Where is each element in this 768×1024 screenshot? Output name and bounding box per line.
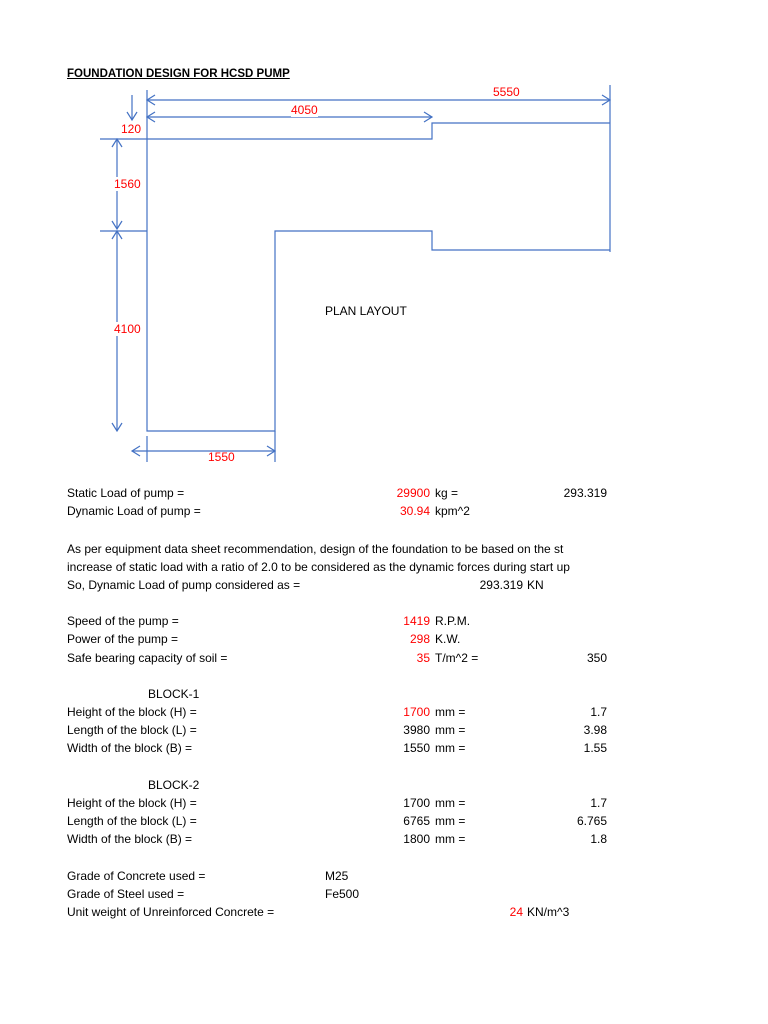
block1-heading: BLOCK-1 xyxy=(148,687,200,701)
block2-row-converted: 6.765 xyxy=(576,814,607,828)
block2-heading: BLOCK-2 xyxy=(148,778,200,792)
unit-weight-value: 24 xyxy=(509,905,523,919)
dim-label-1560: 1560 xyxy=(114,177,141,191)
dim-label-5550: 5550 xyxy=(493,85,520,99)
dim-label-4050: 4050 xyxy=(291,103,318,117)
block2-row-value: 1700 xyxy=(403,796,430,810)
dynamic-load-unit: kpm^2 xyxy=(435,504,470,518)
unit-weight-label: Unit weight of Unreinforced Concrete = xyxy=(67,905,275,919)
static-load-label: Static Load of pump = xyxy=(67,486,185,500)
dynamic-load-label: Dynamic Load of pump = xyxy=(67,504,201,518)
plan-layout-drawing xyxy=(0,0,768,470)
block1-row-label: Height of the block (H) = xyxy=(67,705,197,719)
block1-row-value: 1700 xyxy=(403,705,430,719)
speed-value: 1419 xyxy=(403,614,430,628)
block2-row-converted: 1.8 xyxy=(590,832,607,846)
block1-row-value: 1550 xyxy=(403,741,430,755)
sbc-value: 35 xyxy=(416,651,430,665)
paragraph-line-3-unit: KN xyxy=(527,578,544,592)
block1-row-unit: mm = xyxy=(435,741,466,755)
paragraph-line-3-value: 293.319 xyxy=(479,578,523,592)
steel-grade-value: Fe500 xyxy=(325,887,360,901)
static-load-unit: kg = xyxy=(435,486,459,500)
block1-row-unit: mm = xyxy=(435,705,466,719)
block1-row-converted: 1.55 xyxy=(583,741,607,755)
dynamic-load-value: 30.94 xyxy=(399,504,430,518)
block2-row-label: Width of the block (B) = xyxy=(67,832,193,846)
paragraph-line-3-label: So, Dynamic Load of pump considered as = xyxy=(67,578,301,592)
speed-label: Speed of the pump = xyxy=(67,614,179,628)
block2-row-label: Length of the block (L) = xyxy=(67,814,197,828)
static-load-value: 29900 xyxy=(396,486,430,500)
plan-outline-body xyxy=(147,139,610,431)
power-value: 298 xyxy=(409,632,430,646)
concrete-grade-label: Grade of Concrete used = xyxy=(67,869,206,883)
unit-weight-unit: KN/m^3 xyxy=(527,905,570,919)
block2-row-unit: mm = xyxy=(435,814,466,828)
block2-row-value: 6765 xyxy=(403,814,430,828)
paragraph-line-1: As per equipment data sheet recommendation, design of the foundation to be based on the st xyxy=(67,542,564,556)
steel-grade-label: Grade of Steel used = xyxy=(67,887,185,901)
dim-label-120: 120 xyxy=(121,122,142,136)
sbc-converted: 350 xyxy=(586,651,607,665)
power-unit: K.W. xyxy=(435,632,461,646)
block2-row-value: 1800 xyxy=(403,832,430,846)
page-title: FOUNDATION DESIGN FOR HCSD PUMP xyxy=(67,68,290,80)
block2-row-unit: mm = xyxy=(435,832,466,846)
block1-row-converted: 1.7 xyxy=(590,705,607,719)
paragraph-line-2: increase of static load with a ratio of 2.0 to be considered as the dynamic forces during start up xyxy=(67,560,570,574)
block2-row-unit: mm = xyxy=(435,796,466,810)
dim-label-1550: 1550 xyxy=(208,450,235,464)
block2-row-label: Height of the block (H) = xyxy=(67,796,197,810)
concrete-grade-value: M25 xyxy=(325,869,349,883)
plan-layout-label: PLAN LAYOUT xyxy=(325,304,407,318)
block1-row-label: Width of the block (B) = xyxy=(67,741,193,755)
plan-outline-top xyxy=(147,123,610,139)
block1-row-label: Length of the block (L) = xyxy=(67,723,197,737)
dim-label-4100: 4100 xyxy=(114,322,141,336)
speed-unit: R.P.M. xyxy=(435,614,471,628)
block2-row-converted: 1.7 xyxy=(590,796,607,810)
sbc-unit: T/m^2 = xyxy=(435,651,479,665)
static-load-converted: 293.319 xyxy=(563,486,607,500)
sbc-label: Safe bearing capacity of soil = xyxy=(67,651,228,665)
block1-row-converted: 3.98 xyxy=(583,723,607,737)
block1-row-unit: mm = xyxy=(435,723,466,737)
power-label: Power of the pump = xyxy=(67,632,179,646)
block1-row-value: 3980 xyxy=(403,723,430,737)
